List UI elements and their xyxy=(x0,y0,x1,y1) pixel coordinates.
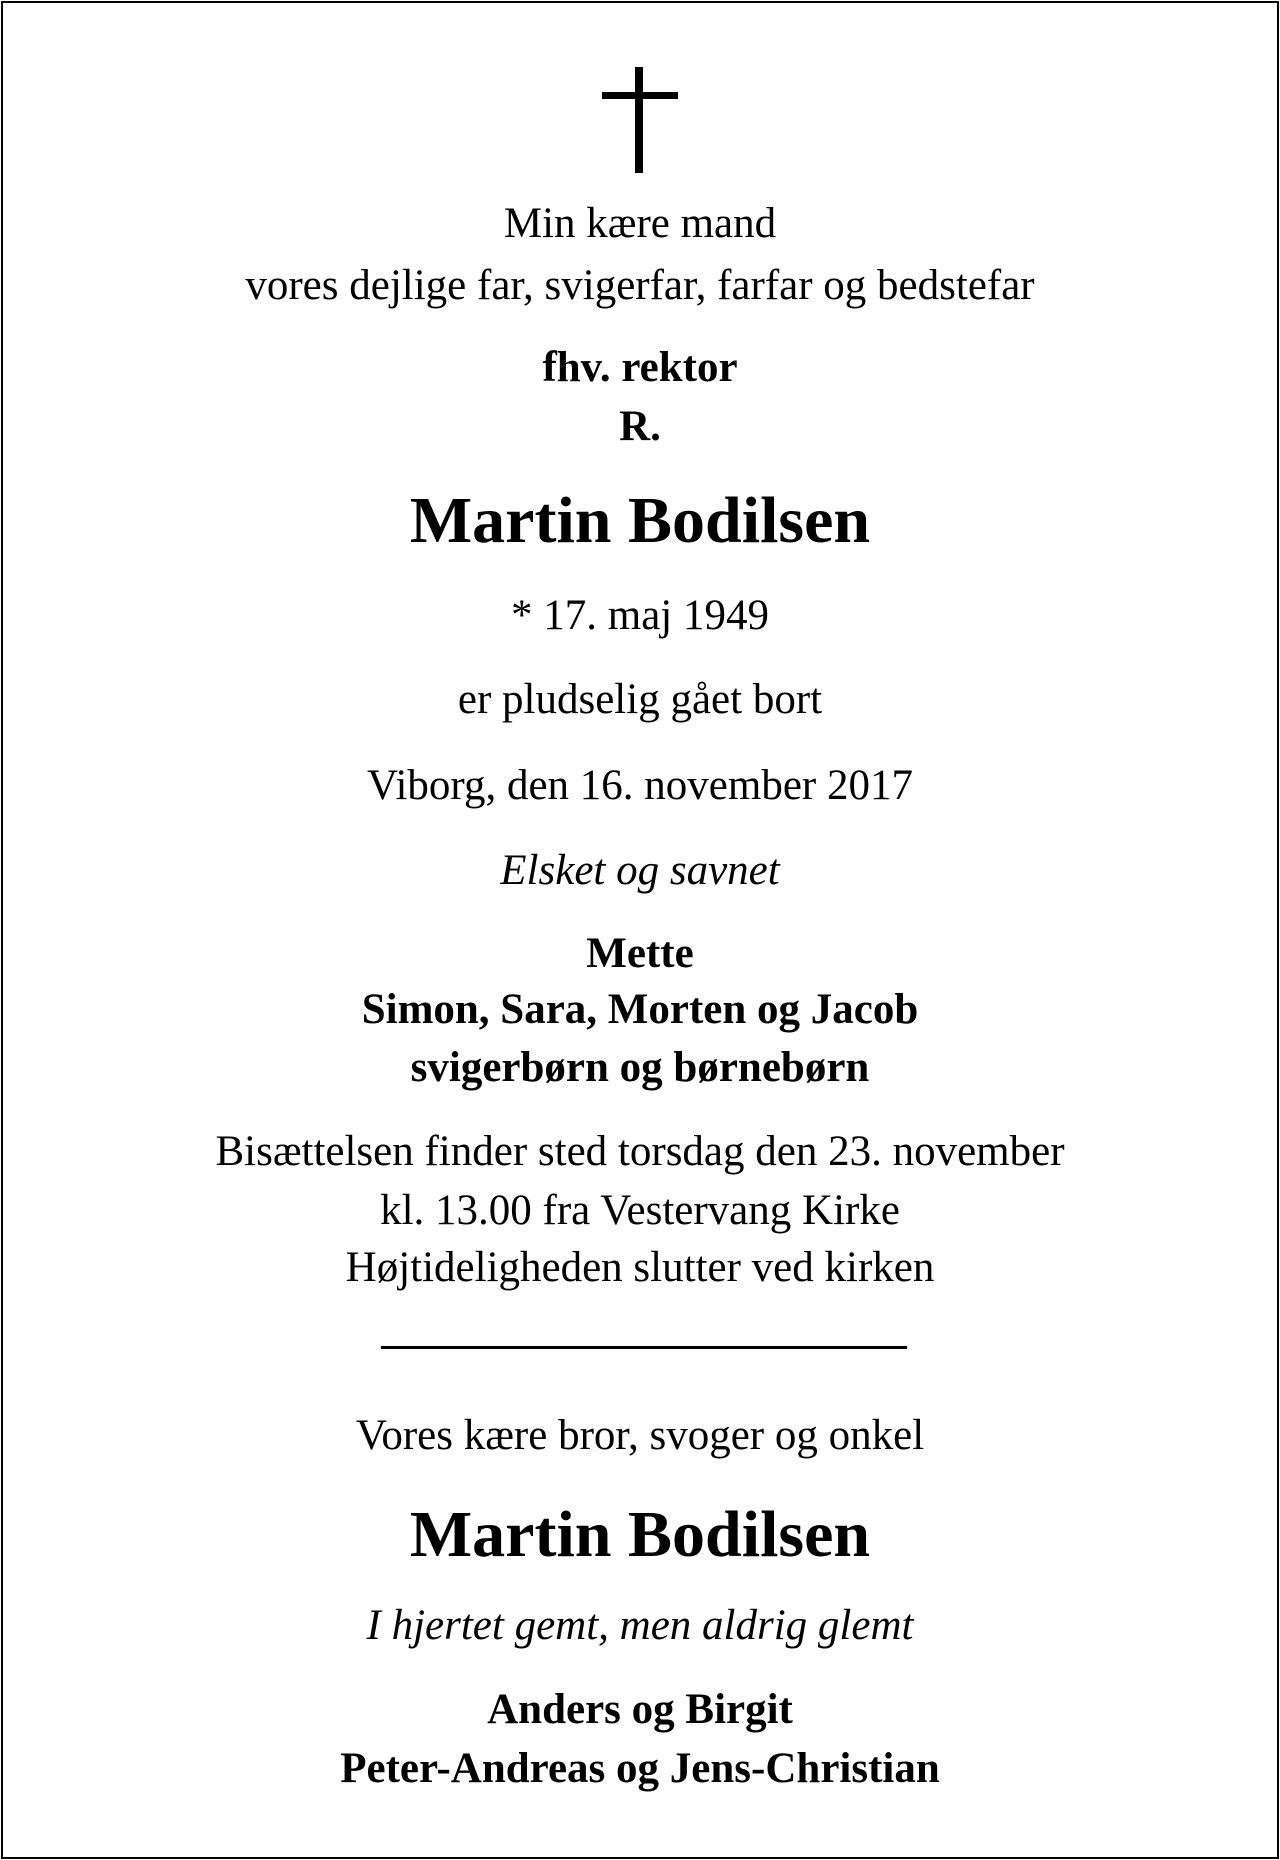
funeral-line-2: kl. 13.00 fra Vestervang Kirke xyxy=(380,1187,900,1234)
passed-text: er pludselig gået bort xyxy=(457,676,823,723)
title-line-1: fhv. rektor xyxy=(542,344,738,391)
title-line-2: R. xyxy=(619,403,661,450)
family-line-3: svigerbørn og børnebørn xyxy=(410,1044,870,1091)
cross-icon xyxy=(602,67,678,173)
birth-date: * 17. maj 1949 xyxy=(511,592,769,639)
second-intro: Vores kære bror, svoger og onkel xyxy=(355,1412,925,1459)
intro-line-2: vores dejlige far, svigerfar, farfar og bedstefar xyxy=(245,262,1035,309)
second-name: Martin Bodilsen xyxy=(409,1498,871,1571)
motto-1: Elsket og savnet xyxy=(500,847,780,894)
motto-2: I hjertet gemt, men aldrig glemt xyxy=(366,1602,914,1649)
funeral-line-1: Bisættelsen finder sted torsdag den 23. november xyxy=(215,1128,1065,1175)
place-date: Viborg, den 16. november 2017 xyxy=(367,762,913,809)
family-line-2: Simon, Sara, Morten og Jacob xyxy=(361,986,919,1033)
obituary-frame xyxy=(1,1,1279,1859)
intro-line-1: Min kære mand xyxy=(503,200,777,247)
section-divider xyxy=(381,1346,907,1349)
second-family-line-2: Peter-Andreas og Jens-Christian xyxy=(340,1745,940,1792)
funeral-line-3: Højtideligheden slutter ved kirken xyxy=(345,1244,935,1291)
deceased-name: Martin Bodilsen xyxy=(409,484,871,557)
second-family-line-1: Anders og Birgit xyxy=(487,1686,793,1733)
family-line-1: Mette xyxy=(586,930,694,977)
